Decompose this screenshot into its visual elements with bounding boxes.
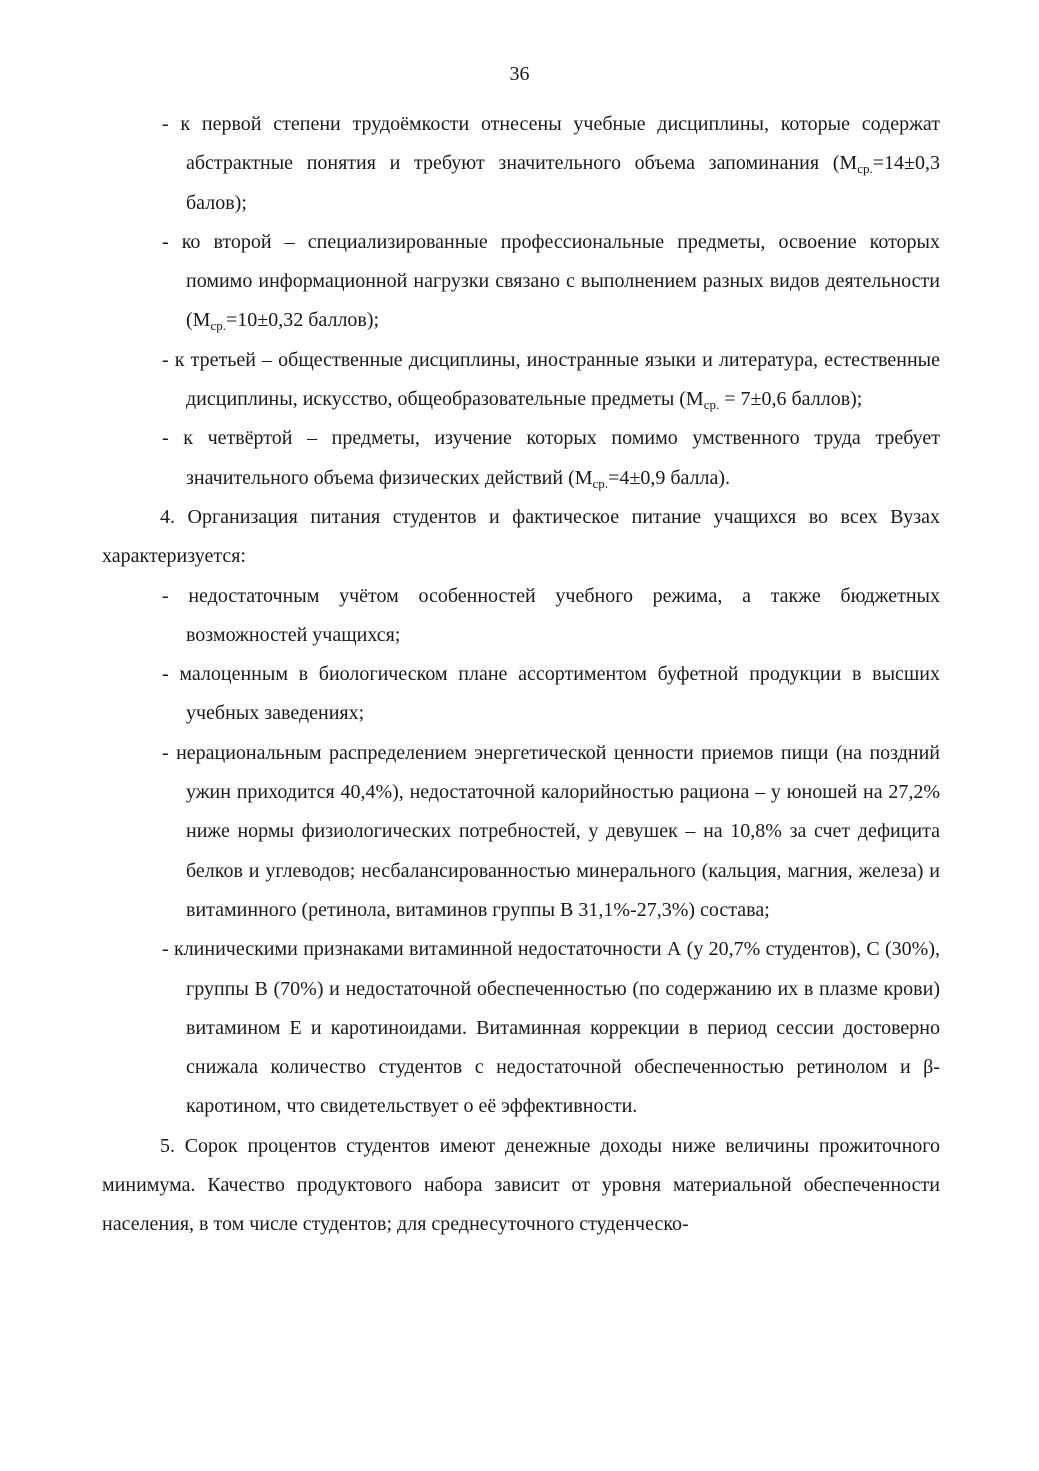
subscript: ср. — [857, 161, 873, 177]
item-text-end: = 7±0,6 баллов); — [719, 388, 863, 411]
subscript: ср. — [703, 397, 720, 413]
paragraph-5: 5. Сорок процентов студентов имеют денежные доходы ниже величины прожиточного минимума. Качество продуктового набора зависит от уровня материальной обеспеченности населения, в том числе студентов; для среднесуточного студенческо- — [102, 1134, 940, 1236]
paragraph-4: 4. Организация питания студентов и фактическое питание учащихся во всех Вузах характеризуется: — [102, 505, 940, 568]
list-item — [102, 341, 940, 420]
subscript: ср. — [592, 475, 609, 491]
item-text: - ко второй – специализированные профессиональные предметы, освоение которых помимо информационной нагрузки связано с выполнением разных видов деятельности (M — [162, 230, 940, 332]
list-item — [102, 419, 940, 498]
item-text: - к третьей – общественные дисциплины, иностранные языки и литература, естественные дисциплины, искусство, общеобразовательные предметы (M — [162, 348, 940, 411]
text-body — [102, 105, 940, 1245]
list-item: - нерациональным распределением энергетической ценности приемов пищи (на поздний ужин приходится 40,4%), недостаточной калорийностью рациона – у юношей на 27,2% ниже нормы физиологических потребностей, у девушек – на 10,8% за счет дефицита белков и углеводов; несбалансированностью минерального (кальция, магния, железа) и витаминного (ретинола, витаминов группы В 31,1%-27,3%) состава; — [162, 741, 940, 921]
item-text: - к первой степени трудоёмкости отнесены учебные дисциплины, которые содержат абстрактные понятия и требуют значительного объема запоминания (M — [162, 113, 940, 175]
page-number: 36 — [509, 63, 530, 85]
item-text-end: =14±0,3 балов); — [186, 152, 940, 214]
list-item: - клиническими признаками витаминной недостаточности А (у 20,7% студентов), С (30%), группы В (70%) и недостаточной обеспеченностью (по содержанию их в плазме крови) витамином Е и каротиноидами. Витаминная коррекции в период сессии достоверно снижала количество студентов с недостаточной обеспеченностью ретинолом и β-каротином, что свидетельствует о её эффективности. — [162, 938, 940, 1118]
item-text: - к четвёртой – предметы, изучение которых помимо умственного труда требует значительного объема физических действий (M — [162, 427, 940, 489]
list-item — [102, 223, 940, 341]
list-item — [102, 105, 940, 223]
subscript: ср. — [210, 318, 226, 334]
list-item: - недостаточным учётом особенностей учебного режима, а также бюджетных возможностей учащихся; — [162, 584, 940, 646]
item-text-end: =10±0,32 баллов); — [225, 309, 380, 332]
item-text-end: =4±0,9 балла). — [608, 466, 731, 489]
list-item: - малоценным в биологическом плане ассортиментом буфетной продукции в высших учебных заведениях; — [162, 663, 940, 725]
